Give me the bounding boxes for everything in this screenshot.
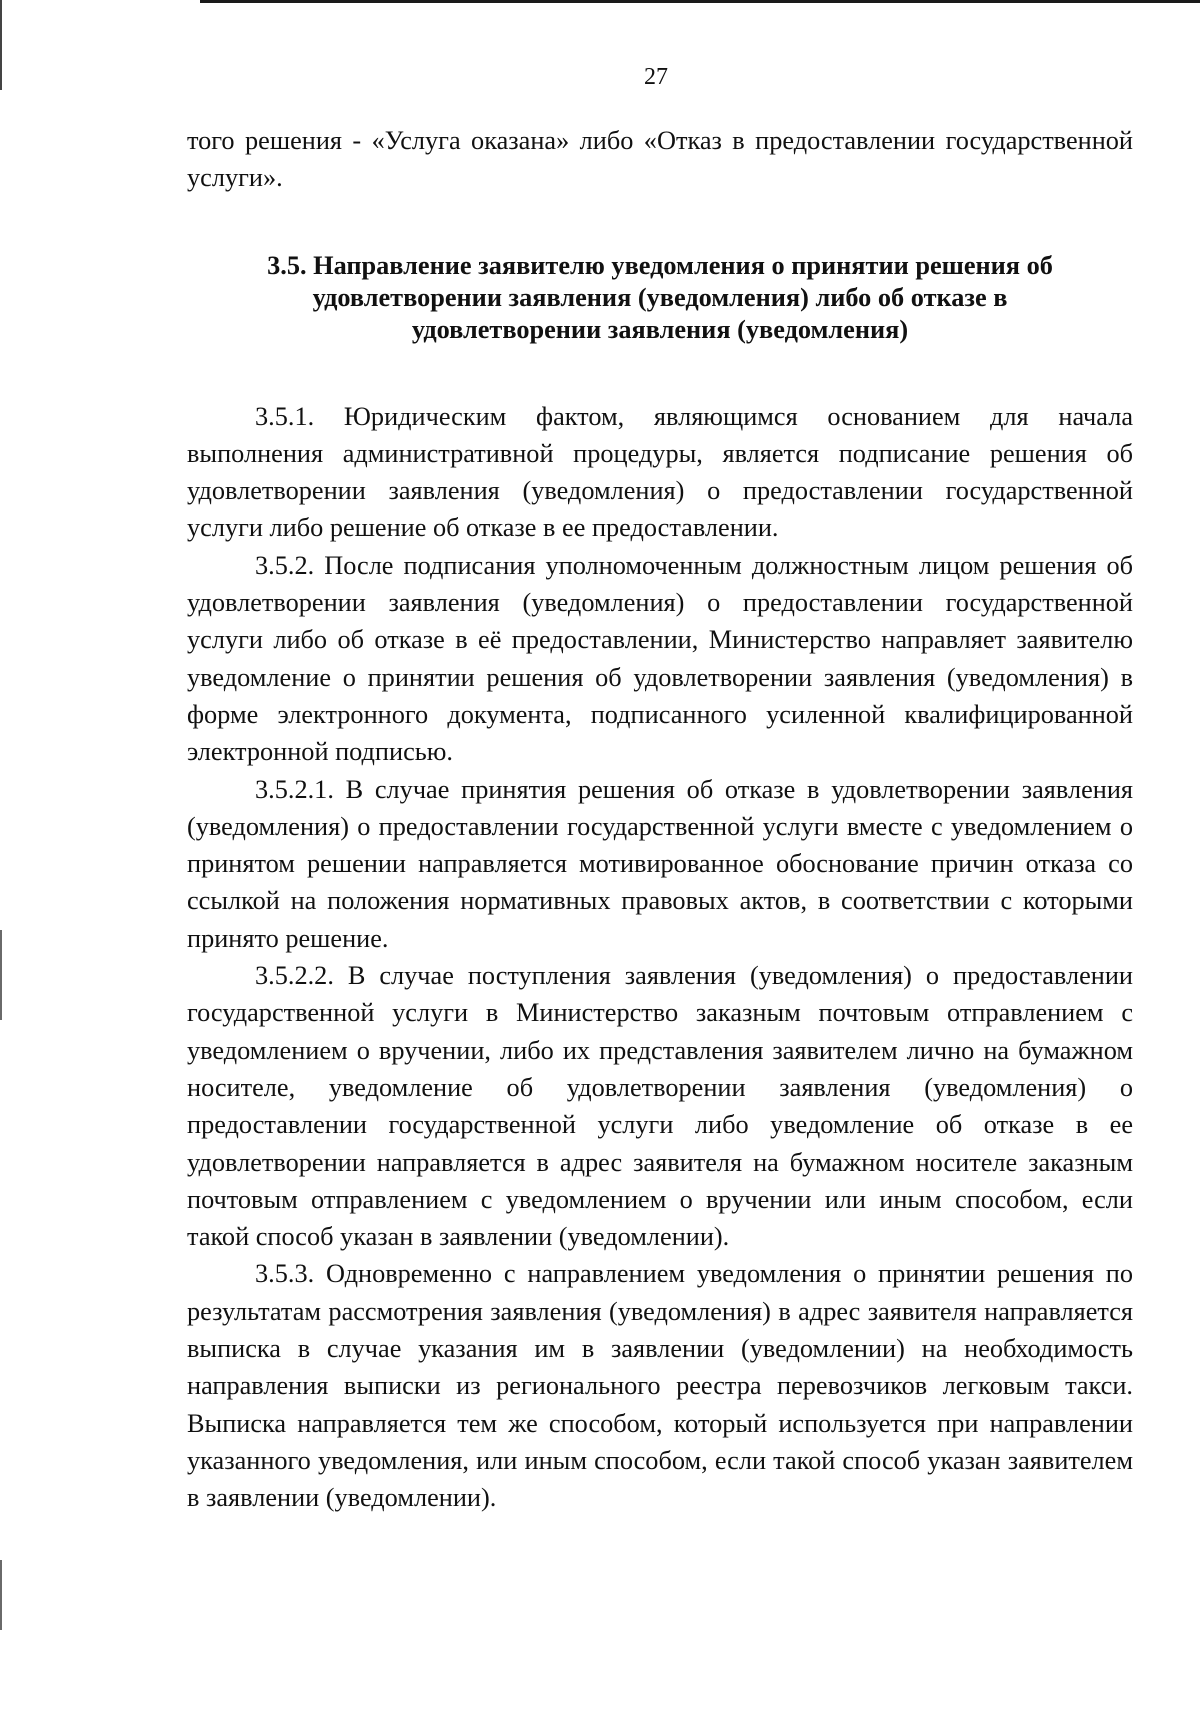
page-number: 27 — [644, 64, 668, 90]
scan-mark-left — [0, 930, 2, 1020]
intro-paragraph: того решения - «Услуга оказана» либо «Отказ в предоставлении государственной услуги». — [187, 126, 1133, 193]
paragraph-3-5-2: 3.5.2. После подписания уполномоченным должностным лицом решения об удовлетворении заявления (уведомления) о предоставлении государственной услуги либо об отказе в её предоставлении, Министерство направляет заявителю уведомление о принятии решения об удовлетворении заявления (уведомления) в форме электронного документа, подписанного усиленной квалифицированной электронной подписью. — [187, 550, 1133, 767]
section-heading — [187, 250, 1133, 346]
paragraph-3-5-2-1: 3.5.2.1. В случае принятия решения об отказе в удовлетворении заявления (уведомления) о предоставлении государственной услуги вместе с уведомлением о принятом решении направляется мотивированное обоснование причин отказа со ссылкой на положения нормативных правовых актов, в соответствии с которыми принято решение. — [187, 774, 1133, 953]
scan-mark-left — [0, 1560, 2, 1630]
paragraph-3-5-3: 3.5.3. Одновременно с направлением уведомления о принятии решения по результатам рассмотрения заявления (уведомления) в адрес заявителя направляется выписка в случае указания им в заявлении (уведомлении) на необходимость направления выписки из регионального реестра перевозчиков легковым такси. Выписка направляется тем же способом, который используется при направлении указанного уведомления, или иным способом, если такой способ указан заявителем в заявлении (уведомлении). — [187, 1259, 1133, 1513]
section-heading-line: удовлетворении заявления (уведомления) либо об отказе в — [312, 282, 1008, 312]
section-heading-line: удовлетворении заявления (уведомления) — [411, 314, 909, 344]
paragraph-3-5-2-2: 3.5.2.2. В случае поступления заявления (уведомления) о предоставлении государственной услуги в Министерство заказным почтовым отправлением с уведомлением о вручении, либо их представления заявителем лично на бумажном носителе, уведомление об удовлетворении заявления (уведомления) о предоставлении государственной услуги либо уведомление об отказе в ее удовлетворении направляется в адрес заявителя на бумажном носителе заказным почтовым отправлением с уведомлением о вручении или иным способом, если такой способ указан в заявлении (уведомлении). — [187, 961, 1133, 1252]
scan-edge-top — [200, 0, 1200, 3]
paragraph-3-5-1: 3.5.1. Юридическим фактом, являющимся основанием для начала выполнения административной процедуры, является подписание решения об удовлетворении заявления (уведомления) о предоставлении государственной услуги либо решение об отказе в ее предоставлении. — [187, 401, 1133, 543]
section-heading-line: 3.5. Направление заявителю уведомления о принятии решения об — [267, 250, 1053, 280]
document-body — [187, 122, 1133, 1517]
